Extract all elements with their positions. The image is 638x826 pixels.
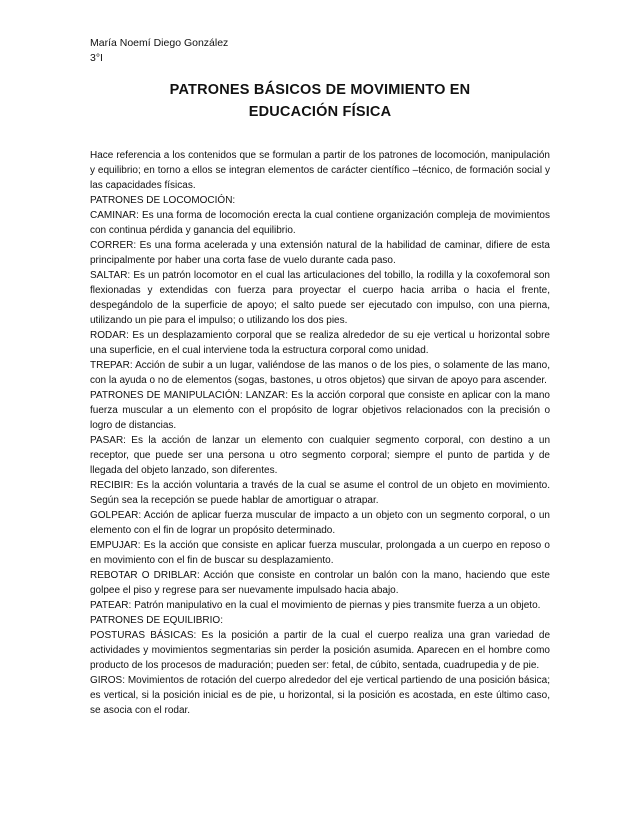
title-line-1: PATRONES BÁSICOS DE MOVIMIENTO EN: [169, 82, 471, 98]
paragraph-caminar: CAMINAR: Es una forma de locomoción erecta la cual contiene organización compleja de movimientos con continua pérdida y ganancia del equilibrio.: [90, 210, 550, 236]
document-body: [90, 148, 550, 718]
paragraph-manipulacion-lanzar: PATRONES DE MANIPULACIÓN: LANZAR: Es la acción corporal que consiste en aplicar con la mano fuerza muscular a un elemento con el propósito de lograr objetivos relacionados con la precisión o logro de distancias.: [90, 390, 550, 431]
grade-label: 3°I: [90, 52, 103, 64]
paragraph-giros: GIROS: Movimientos de rotación del cuerpo alrededor del eje vertical partiendo de una posición básica; es vertical, si la posición inicial es de pie, u horizontal, si la posición es acostada, en este último caso, se asocia con el rodar.: [90, 675, 550, 716]
paragraph-recibir: RECIBIR: Es la acción voluntaria a través de la cual se asume el control de un objeto en movimiento. Según sea la recepción se puede hablar de amortiguar o atrapar.: [90, 480, 550, 506]
paragraph-posturas-basicas: POSTURAS BÁSICAS: Es la posición a partir de la cual el cuerpo realiza una gran variedad de actividades y movimientos segmentarias sin perder la posición asumida. Aparecen en el hombre como producto de los procesos de maduración; pueden ser: fetal, de cúbito, sentada, cuadrupedia y de pie.: [90, 630, 550, 671]
paragraph-trepar: TREPAR: Acción de subir a un lugar, valiéndose de las manos o de los pies, o solamente de las mano, con la ayuda o no de elementos (sogas, bastones, u otros objetos) que sirvan de apoyo para ascender.: [90, 360, 550, 386]
document-title: [90, 79, 550, 123]
paragraph-pasar: PASAR: Es la acción de lanzar un elemento con cualquier segmento corporal, con destino a un receptor, que puede ser una persona u otro segmento corporal; siempre el punto de partida y de llegada del objeto lanzado, son diferentes.: [90, 435, 550, 476]
paragraph-rodar: RODAR: Es un desplazamiento corporal que se realiza alrededor de su eje vertical u horizontal sobre una superficie, en el cual interviene toda la estructura corporal como unidad.: [90, 330, 550, 356]
paragraph-empujar: EMPUJAR: Es la acción que consiste en aplicar fuerza muscular, prolongada a un cuerpo en reposo o en movimiento con el fin de buscar su desplazamiento.: [90, 540, 550, 566]
paragraph-rebotar: REBOTAR O DRIBLAR: Acción que consiste en controlar un balón con la mano, haciendo que este golpee el piso y regrese para ser nuevamente impulsado hacia abajo.: [90, 570, 550, 596]
section-heading-equilibrio: PATRONES DE EQUILIBRIO:: [90, 615, 223, 626]
paragraph-golpear: GOLPEAR: Acción de aplicar fuerza muscular de impacto a un objeto con un segmento corporal, o un elemento con el fin de lograr un propósito determinado.: [90, 510, 550, 536]
author-name: María Noemí Diego González: [90, 37, 229, 49]
section-heading-locomocion: PATRONES DE LOCOMOCIÓN:: [90, 195, 236, 206]
title-line-2: EDUCACIÓN FÍSICA: [248, 104, 392, 120]
paragraph-saltar: SALTAR: Es un patrón locomotor en el cual las articulaciones del tobillo, la rodilla y la coxofemoral son flexionadas y extendidas con fuerza para proyectar el cuerpo hacia arriba o hacia el frente, despegándolo de la superficie de apoyo; el salto puede ser ejecutado con impulso, con una pierna, utilizando un pie para el impulso; o utilizando los dos pies.: [90, 270, 550, 326]
intro-paragraph: Hace referencia a los contenidos que se formulan a partir de los patrones de locomoción, manipulación y equilibrio; en torno a ellos se integran elementos de carácter científico –técnico, de formación social y las capacidades físicas.: [90, 150, 550, 191]
document-header: [90, 36, 228, 66]
paragraph-patear: PATEAR: Patrón manipulativo en la cual el movimiento de piernas y pies transmite fuerza a un objeto.: [90, 600, 541, 611]
paragraph-correr: CORRER: Es una forma acelerada y una extensión natural de la habilidad de caminar, difiere de esta principalmente por haber una corta fase de vuelo durante cada paso.: [90, 240, 550, 266]
